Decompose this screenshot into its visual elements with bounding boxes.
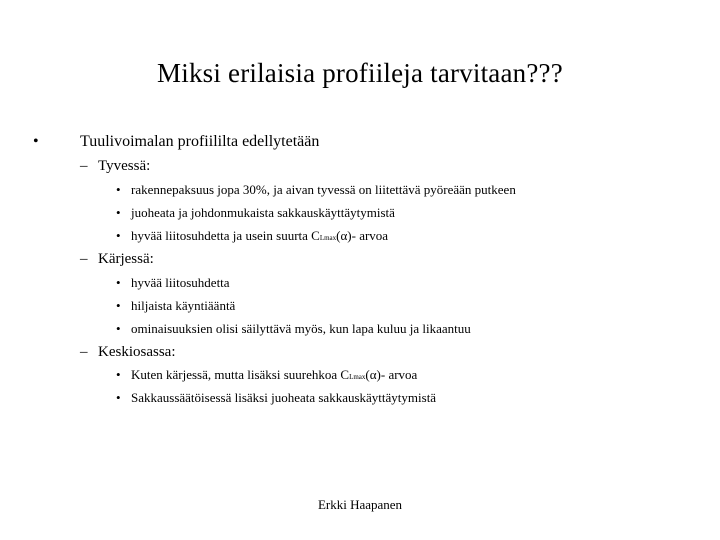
list-item: hyvää liitosuhdetta bbox=[131, 275, 230, 290]
bullet-marker: • bbox=[116, 367, 121, 382]
list-item: rakennepaksuus jopa 30%, ja aivan tyvessä on liitettävä pyöreään putkeen bbox=[131, 182, 516, 197]
section-heading-keskiosassa: Keskiosassa: bbox=[98, 344, 176, 360]
section-heading-karjessa: Kärjessä: bbox=[98, 251, 154, 267]
list-item-text: Kuten kärjessä, mutta lisäksi suurehkoa C bbox=[131, 367, 350, 382]
cl-subscript: Lmax bbox=[349, 373, 366, 381]
dash-marker: – bbox=[80, 344, 88, 360]
cl-suffix: (α)- arvoa bbox=[336, 228, 389, 243]
list-item: ominaisuuksien olisi säilyttävä myös, kun lapa kuluu ja likaantuu bbox=[131, 321, 471, 336]
bullet-marker: • bbox=[116, 275, 121, 290]
cl-subscript: Lmax bbox=[319, 234, 337, 242]
list-item bbox=[131, 367, 417, 383]
dash-marker: – bbox=[80, 158, 88, 174]
list-item: Sakkaussäätöisessä lisäksi juoheata sakkauskäyttäytymistä bbox=[131, 390, 437, 405]
dash-marker: – bbox=[80, 251, 88, 267]
section-heading-tyvessa: Tyvessä: bbox=[98, 158, 151, 174]
slide-footer-author: Erkki Haapanen bbox=[317, 497, 403, 512]
cl-suffix: (α)- arvoa bbox=[365, 367, 418, 382]
list-item: juoheata ja johdonmukaista sakkauskäyttäytymistä bbox=[131, 205, 395, 220]
slide-title: Miksi erilaisia profiileja tarvitaan??? bbox=[157, 58, 563, 88]
bullet-marker: • bbox=[116, 205, 121, 220]
list-item-text: hyvää liitosuhdetta ja usein suurta C bbox=[131, 228, 320, 243]
list-item bbox=[131, 228, 388, 244]
bullet-marker: • bbox=[116, 298, 121, 313]
bullet-marker: • bbox=[33, 133, 39, 150]
bullet-marker: • bbox=[116, 390, 121, 405]
list-item: hiljaista käyntiääntä bbox=[131, 298, 236, 313]
bullet-marker: • bbox=[116, 182, 121, 197]
bullet-marker: • bbox=[116, 321, 121, 336]
main-bullet-text: Tuulivoimalan profiililta edellytetään bbox=[80, 133, 320, 150]
bullet-marker: • bbox=[116, 228, 121, 243]
